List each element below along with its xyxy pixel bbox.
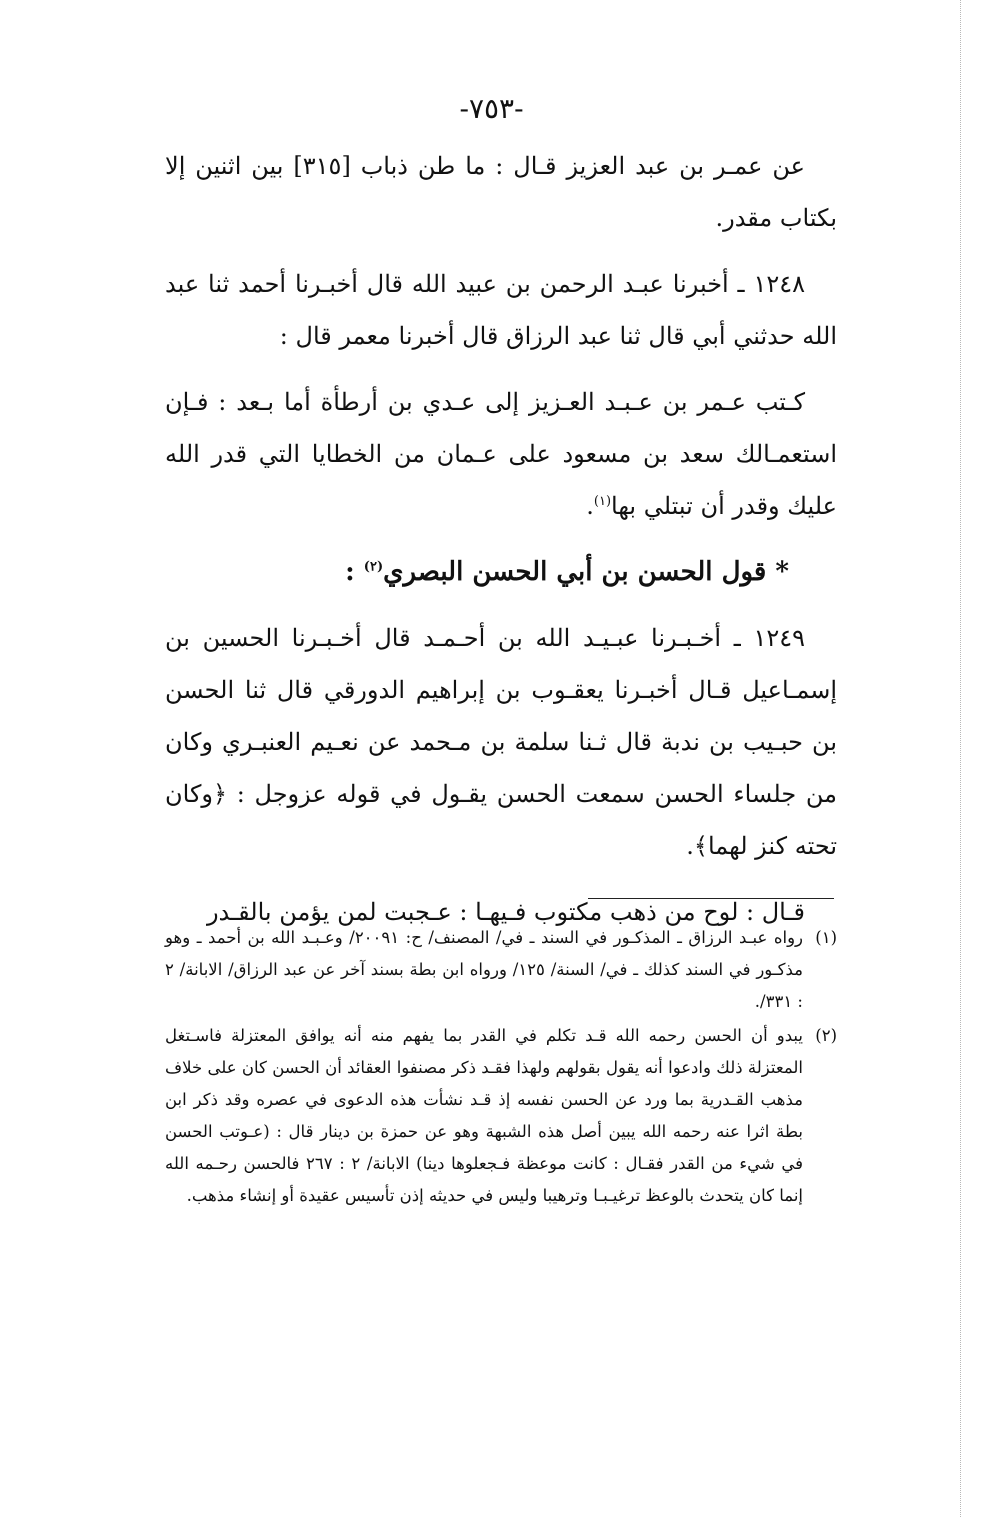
footnote-2: [165, 1020, 837, 1212]
page-edge-line: [960, 0, 961, 1517]
footnote-ref-2: (٢): [363, 559, 384, 575]
footnote-2-marker: (٢): [815, 1026, 837, 1045]
paragraph-1: عن عمـر بن عبد العزيز قـال : ما طن ذباب [٣١٥] بين اثنين إلا بكتاب مقدر.: [165, 152, 837, 232]
paragraph-3-text: كـتب عـمر بن عـبـد العـزيز إلى عـدي بن أرطأة أما بـعد : فـإن استعمـالك سعد بن مسعود على عـمان من الخطايا التي قدر الله عليك وقدر أن تبتلي بها: [165, 388, 837, 520]
footnote-1: [165, 922, 837, 1018]
heading-bullet: *: [775, 557, 789, 587]
paragraph-hadith-1248: ١٢٤٨ ـ أخبرنا عبـد الرحمن بن عبيد الله قال أخبـرنا أحمد ثنا عبد الله حدثني أبي قال ثنا عبد الرزاق قال أخبرنا معمر قال :: [165, 270, 837, 350]
footnote-divider: [588, 898, 834, 899]
footnote-1-text: رواه عبـد الرزاق ـ المذكـور في السند ـ في/ المصنف/ ح: ٢٠٠٩١/ وعـبـد الله بن أحمد ـ وهو مذكـور في السند كذلك ـ في/ السنة/ ١٢٥/ ورواه ابن بطة بسند آخر عن عبد الرزاق/ الابانة/ ٢ : ٣٣١/.: [165, 928, 804, 1011]
paragraph-hadith-1249: ١٢٤٩ ـ أخـبـرنا عبـيـد الله بن أحـمـد قال أخـبـرنا الحسين بن إسمـاعيل قـال أخبـرنا يعقـوب بن إبراهيم الدورقي قال ثنا الحسن بن حبـيب بن ندبة قال ثـنا سلمة بن مـحمد عن نعـيم العنبـري وكان من جلساء الحسن سمعت الحسن يقـول في قوله عزوجل : ﴿وكان تحته كنز لهما﴾.: [165, 624, 837, 860]
heading-suffix: :: [345, 557, 364, 587]
footnotes: [165, 922, 837, 1214]
footnote-2-text: يبدو أن الحسن رحمه الله قـد تكلم في القدر بما يفهم منه أنه يوافق المعتزلة فاسـتغل المعتزلة ذلك وادعوا أنه يقول بقولهم ولهذا فقـد ذكر مصنفوا العقائد أن الحسن كان على خلاف مذهب القـدرية بما ورد عن الحسن نفسه إذ قـد نشأت هذه الدعوى في عصره وقد ذكر ابن بطة اثرا عنه رحمه الله يبين أصل هذه الشبهة وهو عن حمزة بن دينار قال : (عـوتب الحسن في شيء من القدر فقـال : كانت موعظة فـجعلوها دينا) الابانة/ ٢ : ٢٦٧ فالحسن رحـمه الله إنما كان يتحدث بالوعظ ترغيـبـا وترهيبا وليس في حديثه إذن تأسيس عقيدة أو إنشاء مذهب.: [165, 1026, 803, 1205]
heading-text: قول الحسن بن أبي الحسن البصري: [383, 557, 767, 587]
paragraph-6: قـال : لوح من ذهب مكتوب فـيهـا : عـجبت لمن يؤمن بالقـدر: [206, 898, 805, 926]
paragraph-3: [165, 376, 837, 532]
main-text: [165, 140, 837, 952]
footnote-1-marker: (١): [815, 928, 837, 947]
section-heading: [165, 546, 837, 598]
footnote-ref-1: (١): [593, 494, 612, 509]
page-number: -٧٥٣-: [459, 92, 524, 125]
paragraph-3-end: .: [586, 492, 594, 520]
